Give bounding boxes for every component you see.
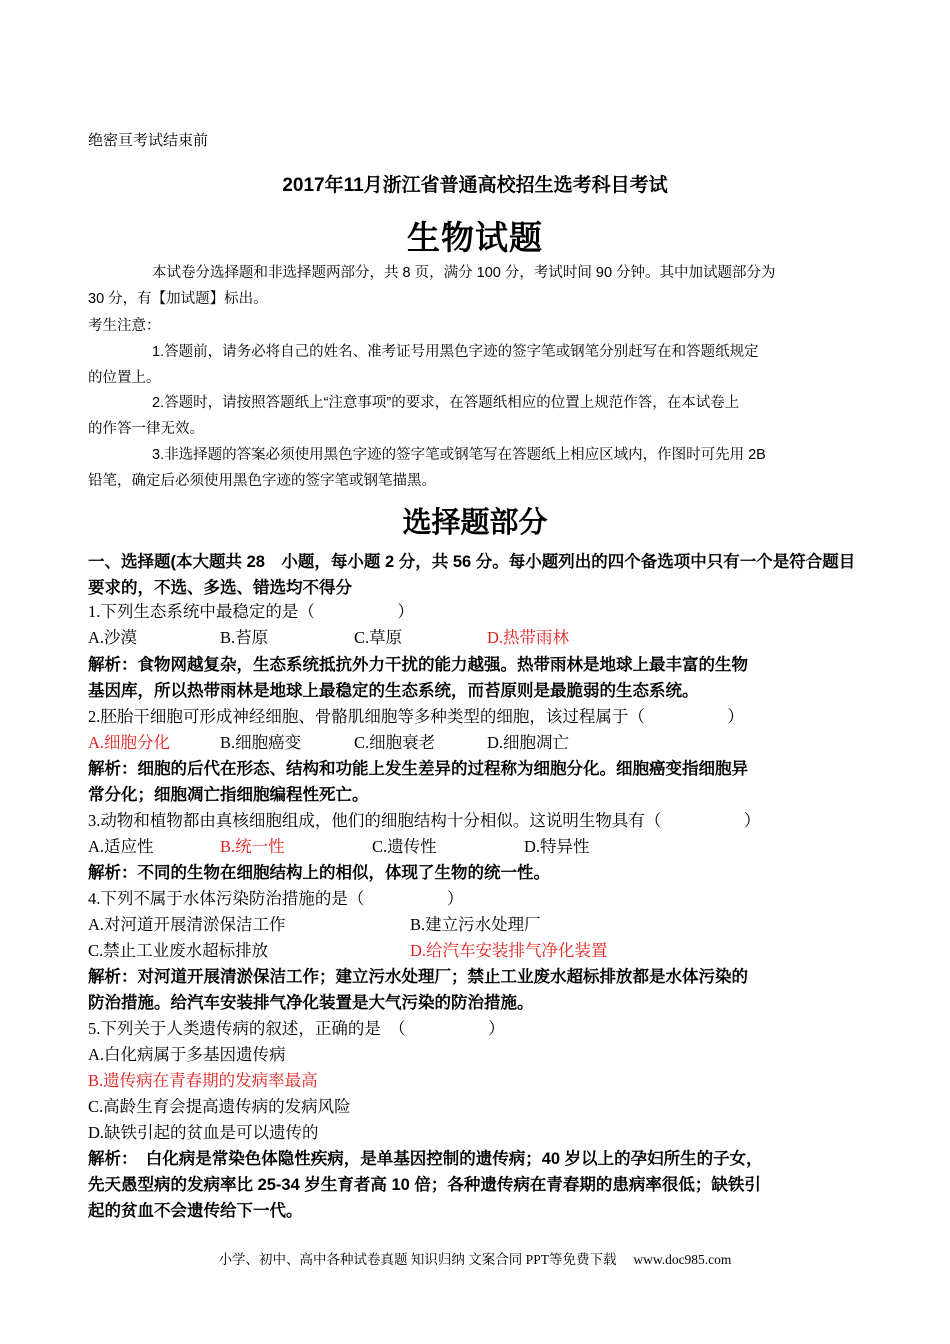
note-1-line-2: 的位置上。 [88, 370, 161, 386]
question-3-stem: 3.动物和植物都由真核细胞组成，他们的细胞结构十分相似。这说明生物具有（ ） [88, 811, 761, 830]
question-5-analysis-line-1: 解析： 白化病是常染色体隐性疾病，是单基因控制的遗传病；40 岁以上的孕妇所生的子女， [88, 1150, 763, 1168]
confidential-label: 绝密亘考试结束前 [88, 132, 209, 149]
question-5-stem: 5.下列关于人类遗传病的叙述，正确的是 （ ） [88, 1019, 505, 1038]
question-3-option-b-answer: B.统一性 [220, 837, 285, 856]
section-instruction-line-1: 一、选择题(本大题共 28 小题，每小题 2 分，共 56 分。每小题列出的四个备选项中只有一个是符合题目 [88, 553, 856, 571]
question-4-option-d-answer: D.给汽车安装排气净化装置 [410, 941, 608, 960]
question-1-analysis-line-2: 基因库，所以热带雨林是地球上最稳定的生态系统，而苔原则是最脆弱的生态系统。 [88, 682, 699, 700]
question-2-option-c: C.细胞衰老 [354, 733, 436, 752]
note-1-line-1: 1.答题前，请务必将自己的姓名、准考证号用黑色字迹的签字笔或钢笔分别赶写在和答题纸规定 [152, 344, 759, 360]
question-2-option-a-answer: A.细胞分化 [88, 733, 171, 752]
question-1-option-a: A.沙漠 [88, 628, 138, 647]
question-4-analysis-line-1: 解析：对河道开展清淤保洁工作；建立污水处理厂；禁止工业废水超标排放都是水体污染的 [88, 968, 748, 986]
note-3-line-2: 铅笔，确定后必须使用黑色字迹的签字笔或钢笔描黑。 [88, 473, 436, 489]
section-instruction-line-2: 要求的，不选、多选、错选均不得分 [88, 579, 352, 597]
intro-line-1: 本试卷分选择题和非选择题两部分，共 8 页，满分 100 分，考试时间 90 分钟。其中加试题部分为 [152, 265, 776, 281]
question-4-option-c: C.禁止工业废水超标排放 [88, 941, 269, 960]
question-2-stem: 2.胚胎干细胞可形成神经细胞、骨骼肌细胞等多种类型的细胞，该过程属于（ ） [88, 707, 744, 726]
question-4-analysis-line-2: 防治措施。给汽车安装排气净化装置是大气污染的防治措施。 [88, 994, 534, 1012]
question-1-option-c: C.草原 [354, 628, 403, 647]
question-2-option-b: B.细胞癌变 [220, 733, 302, 752]
question-5-option-c: C.高龄生育会提高遗传病的发病风险 [88, 1097, 351, 1116]
page-footer: 小学、初中、高中各种试卷真题 知识归纳 文案合同 PPT等免费下载 www.doc985.com [218, 1252, 732, 1267]
question-5-analysis-line-2: 先天愚型病的发病率比 25-34 岁生育者高 10 倍；各种遗传病在青春期的患病率很低；缺铁引 [88, 1176, 761, 1194]
question-4-stem: 4.下列不属于水体污染防治措施的是（ ） [88, 889, 464, 908]
question-2-analysis-line-2: 常分化；细胞凋亡指细胞编程性死亡。 [88, 786, 369, 804]
question-1-stem: 1.下列生态系统中最稳定的是（ ） [88, 602, 414, 621]
question-3-option-c: C.遗传性 [372, 837, 437, 856]
notice-label: 考生注意： [88, 318, 161, 334]
question-1-option-d-answer: D.热带雨林 [487, 628, 570, 647]
exam-title: 2017年11月浙江省普通高校招生选考科目考试 [282, 175, 668, 196]
question-3-option-a: A.适应性 [88, 837, 154, 856]
question-2-option-d: D.细胞凋亡 [487, 733, 570, 752]
note-2-line-1: 2.答题时，请按照答题纸上“注意事项”的要求，在答题纸相应的位置上规范作答，在本试卷上 [152, 395, 740, 411]
question-4-option-b: B.建立污水处理厂 [410, 915, 541, 934]
question-5-analysis-line-3: 起的贫血不会遗传给下一代。 [88, 1202, 303, 1220]
note-3-line-1: 3.非选择题的答案必须使用黑色字迹的签字笔或钢笔写在答题纸上相应区域内，作图时可先用 2B [152, 447, 766, 463]
question-1-analysis-line-1: 解析：食物网越复杂，生态系统抵抗外力干扰的能力越强。热带雨林是地球上最丰富的生物 [88, 656, 748, 674]
section-title: 选择题部分 [402, 507, 548, 539]
question-5-option-b-answer: B.遗传病在青春期的发病率最高 [88, 1071, 318, 1090]
subject-title: 生物试题 [407, 219, 543, 256]
question-3-analysis-line-1: 解析：不同的生物在细胞结构上的相似，体现了生物的统一性。 [88, 864, 550, 882]
question-4-option-a: A.对河道开展清淤保洁工作 [88, 915, 286, 934]
note-2-line-2: 的作答一律无效。 [88, 421, 204, 437]
question-5-option-a: A.白化病属于多基因遗传病 [88, 1045, 286, 1064]
question-2-analysis-line-1: 解析：细胞的后代在形态、结构和功能上发生差异的过程称为细胞分化。细胞癌变指细胞异 [88, 760, 748, 778]
question-3-option-d: D.特异性 [524, 837, 590, 856]
intro-line-2: 30 分，有【加试题】标出。 [88, 291, 268, 307]
question-5-option-d: D.缺铁引起的贫血是可以遗传的 [88, 1123, 319, 1142]
question-1-option-b: B.苔原 [220, 628, 269, 647]
